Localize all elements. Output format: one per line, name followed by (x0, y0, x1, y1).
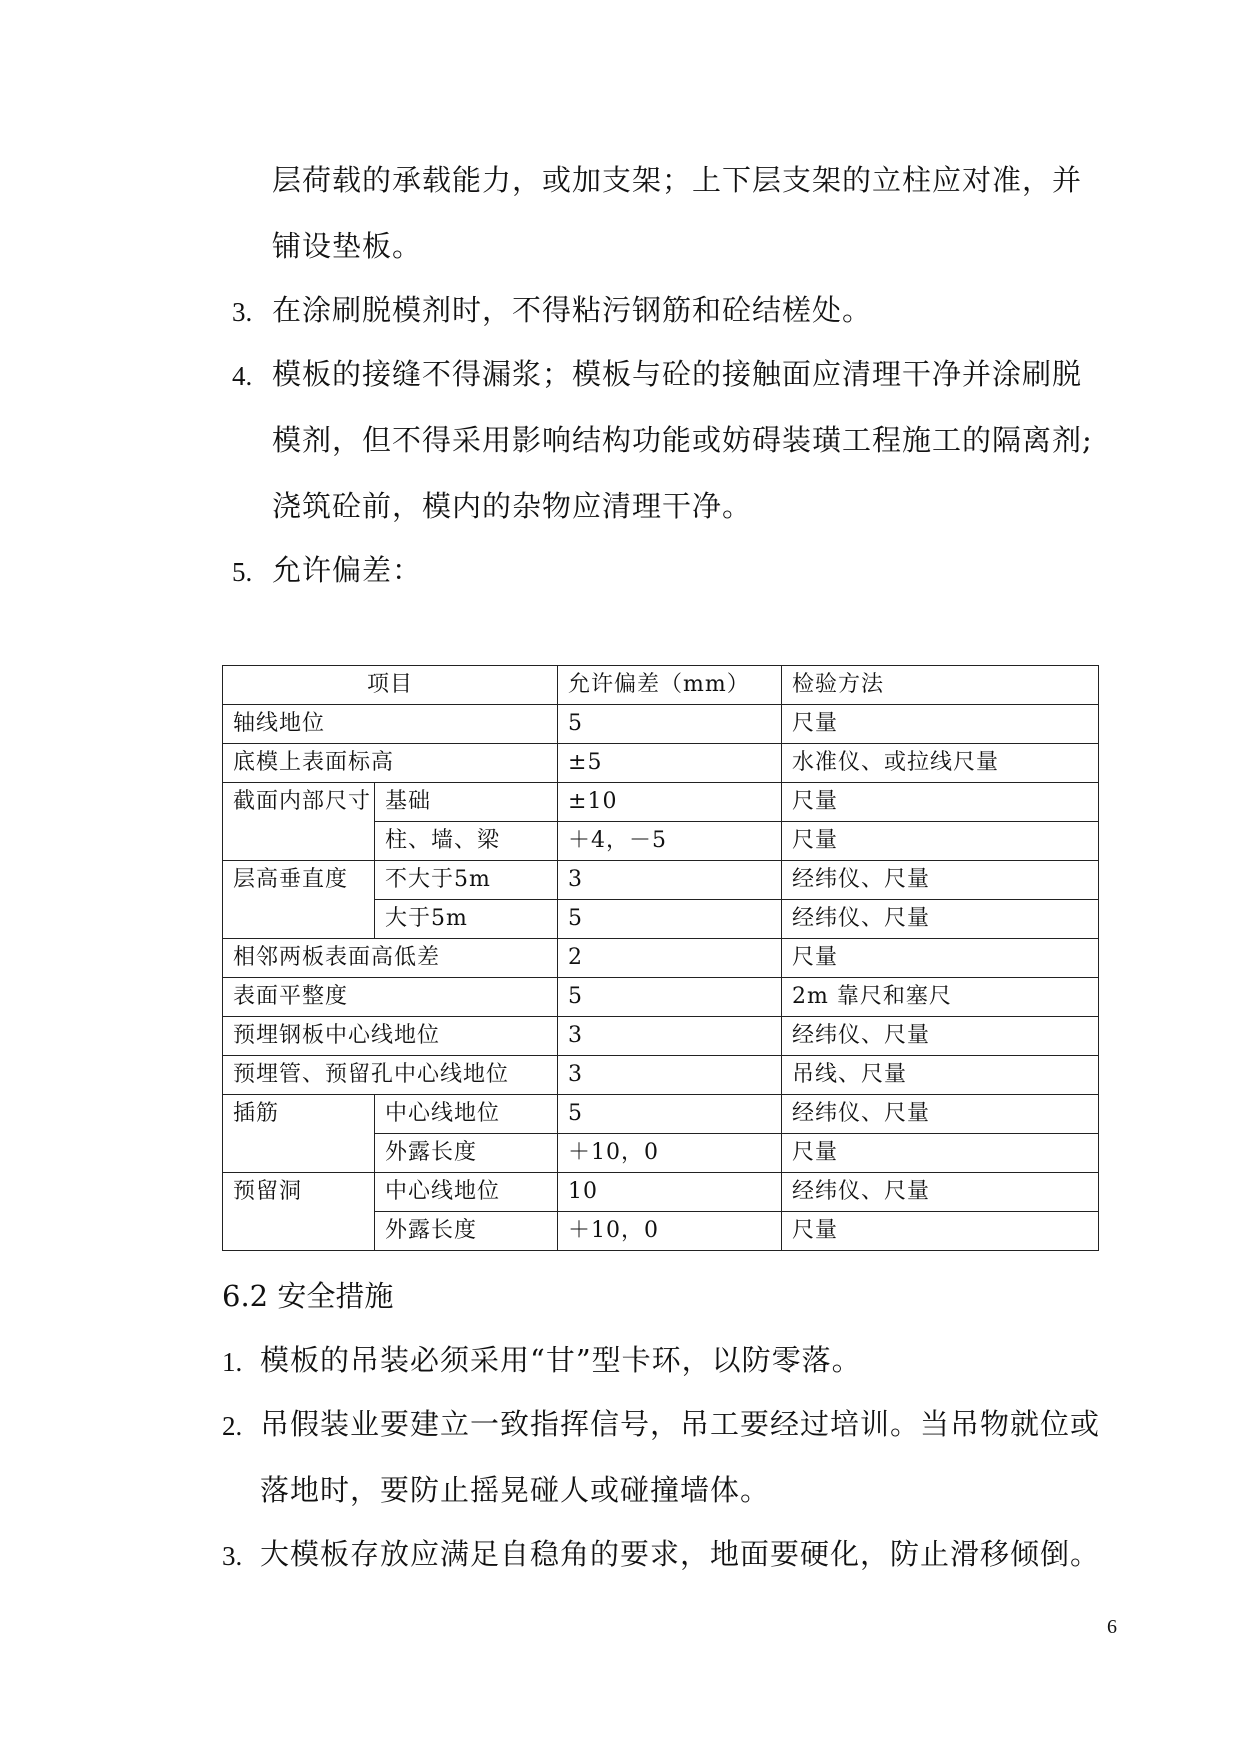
cell-item: 表面平整度 (223, 978, 558, 1017)
paragraph-line: 模剂，但不得采用影响结构功能或妨碍装璜工程施工的隔离剂; (272, 423, 1093, 457)
cell-subitem: 不大于5m (375, 861, 558, 900)
table-row (223, 1056, 1099, 1095)
cell-method: 尺量 (782, 1134, 1099, 1173)
cell-tolerance: 5 (558, 1095, 782, 1134)
paragraph-line: 模板的吊装必须采用“甘”型卡环，以防零落。 (260, 1343, 862, 1377)
paragraph-line: 层荷载的承载能力，或加支架；上下层支架的立柱应对准，并 (272, 163, 1083, 197)
cell-tolerance: 3 (558, 1056, 782, 1095)
cell-method: 尺量 (782, 705, 1099, 744)
cell-subitem: 中心线地位 (375, 1095, 558, 1134)
cell-tolerance: ＋4，－5 (558, 822, 782, 861)
cell-item: 层高垂直度 (223, 861, 375, 939)
cell-tolerance: ±10 (558, 783, 782, 822)
cell-item: 插筋 (223, 1095, 375, 1173)
table-row (223, 1017, 1099, 1056)
cell-method: 经纬仪、尺量 (782, 1017, 1099, 1056)
paragraph-line: 铺设垫板。 (272, 229, 423, 263)
list-number: 5. (232, 557, 253, 587)
cell-method: 尺量 (782, 939, 1099, 978)
table-row (223, 1095, 1099, 1134)
table-row (223, 978, 1099, 1017)
cell-tolerance: ＋10，0 (558, 1134, 782, 1173)
list-number: 2. (222, 1411, 243, 1441)
cell-method: 水准仪、或拉线尺量 (782, 744, 1099, 783)
cell-tolerance: 5 (558, 705, 782, 744)
paragraph-line: 允许偏差： (272, 553, 423, 587)
cell-subitem: 柱、墙、梁 (375, 822, 558, 861)
cell-method: 经纬仪、尺量 (782, 1173, 1099, 1212)
cell-tolerance: 5 (558, 978, 782, 1017)
table-row (223, 1173, 1099, 1212)
paragraph-line: 落地时，要防止摇晃碰人或碰撞墙体。 (260, 1473, 771, 1507)
cell-method: 2m 靠尺和塞尺 (782, 978, 1099, 1017)
cell-method: 经纬仪、尺量 (782, 861, 1099, 900)
cell-method: 吊线、尺量 (782, 1056, 1099, 1095)
table-header-row (223, 666, 1099, 705)
paragraph-line: 浇筑砼前，模内的杂物应清理干净。 (272, 489, 753, 523)
cell-method: 尺量 (782, 1212, 1099, 1251)
cell-method: 尺量 (782, 783, 1099, 822)
cell-subitem: 基础 (375, 783, 558, 822)
cell-tolerance: ＋10，0 (558, 1212, 782, 1251)
cell-item: 预埋管、预留孔中心线地位 (223, 1056, 558, 1095)
cell-tolerance: ±5 (558, 744, 782, 783)
cell-tolerance: 10 (558, 1173, 782, 1212)
table-row (223, 939, 1099, 978)
cell-subitem: 大于5m (375, 900, 558, 939)
paragraph-line: 模板的接缝不得漏浆；模板与砼的接触面应清理干净并涂刷脱 (272, 357, 1083, 391)
tolerance-table (222, 665, 1099, 1251)
cell-item: 底模上表面标高 (223, 744, 558, 783)
cell-tolerance: 3 (558, 861, 782, 900)
cell-tolerance: 5 (558, 900, 782, 939)
table-row (223, 705, 1099, 744)
header-item: 项目 (223, 666, 558, 705)
table-row (223, 861, 1099, 900)
cell-subitem: 外露长度 (375, 1134, 558, 1173)
page-number: 6 (1107, 1616, 1117, 1638)
table-row (223, 783, 1099, 822)
cell-item: 轴线地位 (223, 705, 558, 744)
list-number: 3. (222, 1541, 243, 1571)
cell-subitem: 外露长度 (375, 1212, 558, 1251)
list-number: 3. (232, 297, 253, 327)
cell-item: 截面内部尺寸 (223, 783, 375, 861)
section-heading: 6.2 安全措施 (222, 1279, 394, 1313)
cell-item: 相邻两板表面高低差 (223, 939, 558, 978)
header-method: 检验方法 (782, 666, 1099, 705)
paragraph-line: 在涂刷脱模剂时，不得粘污钢筋和砼结槎处。 (272, 293, 873, 327)
header-tolerance: 允许偏差（mm） (558, 666, 782, 705)
paragraph-line: 吊假装业要建立一致指挥信号，吊工要经过培训。当吊物就位或 (260, 1407, 1101, 1441)
cell-method: 尺量 (782, 822, 1099, 861)
cell-tolerance: 3 (558, 1017, 782, 1056)
cell-item: 预留洞 (223, 1173, 375, 1251)
cell-method: 经纬仪、尺量 (782, 900, 1099, 939)
paragraph-line: 大模板存放应满足自稳角的要求，地面要硬化，防止滑移倾倒。 (260, 1537, 1101, 1571)
list-number: 1. (222, 1347, 243, 1377)
cell-subitem: 中心线地位 (375, 1173, 558, 1212)
cell-item: 预埋钢板中心线地位 (223, 1017, 558, 1056)
cell-tolerance: 2 (558, 939, 782, 978)
cell-method: 经纬仪、尺量 (782, 1095, 1099, 1134)
table-row (223, 744, 1099, 783)
list-number: 4. (232, 361, 253, 391)
